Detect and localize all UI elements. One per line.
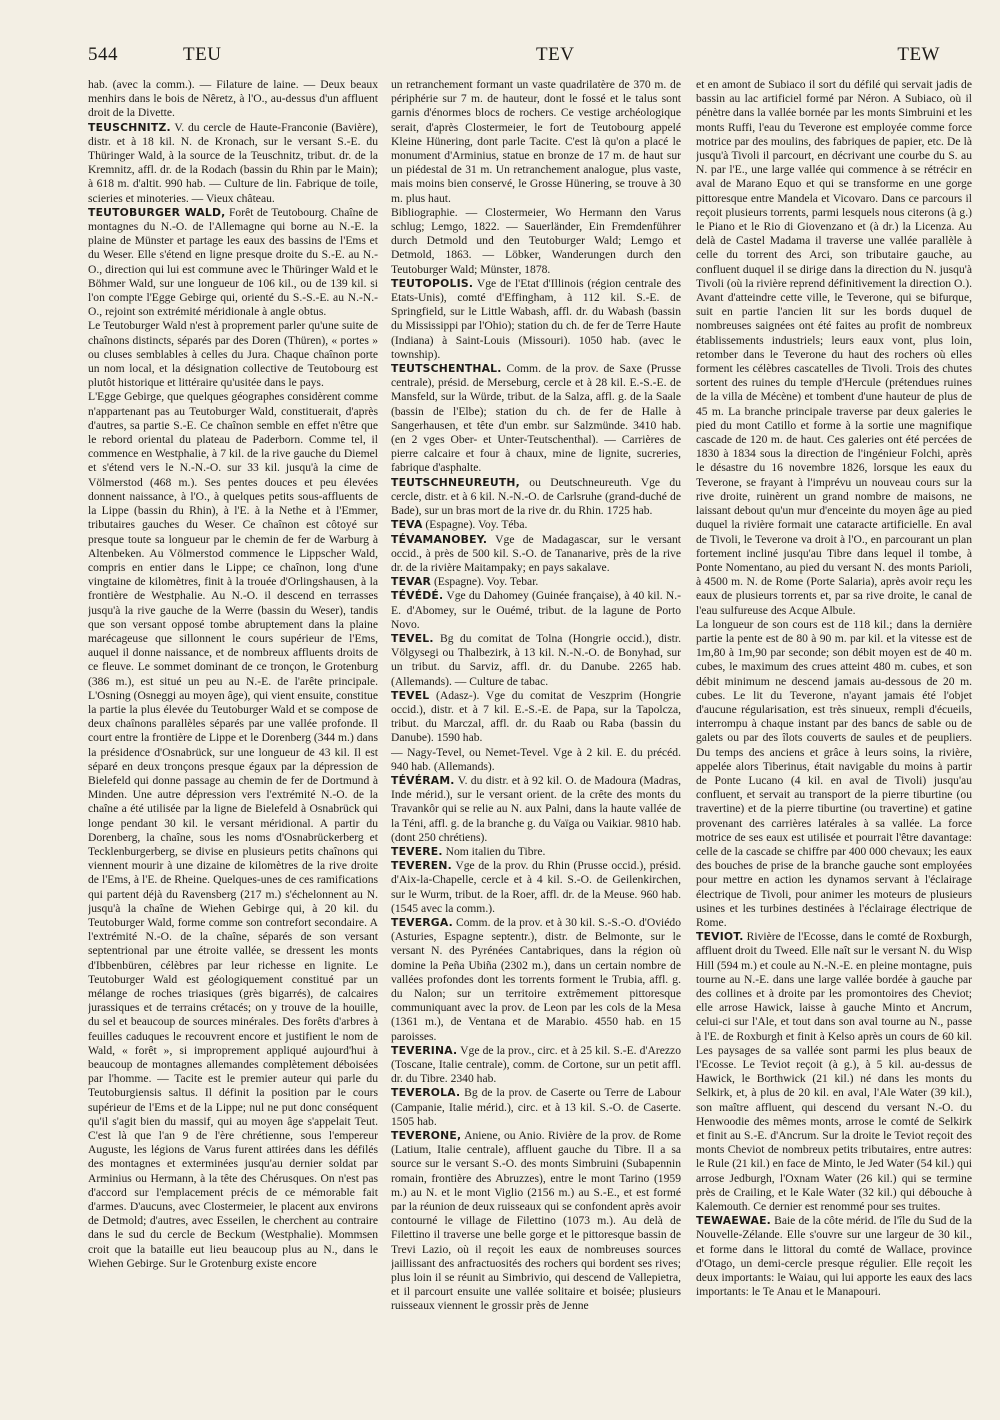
- text-column-2: [391, 78, 681, 1378]
- entry-text: Vge de Madagascar, sur le versant occid., à près de 500 kil. S.-O. de Tananarive, près de la rive dr. de la rivière Maitampaky; en pays sakalave.: [391, 532, 681, 574]
- dictionary-entry: [391, 859, 681, 916]
- dictionary-entry: [391, 774, 681, 845]
- dictionary-entry: [391, 1086, 681, 1129]
- entry-text: et en amont de Subiaco il sort du défilé qui servait jadis de bassin au lac artificiel formé par Néron. A Subiaco, où il pénètre dans la vallée bornée par les monts Simbruini et les monts Ruffi, l'eau du Teverone est employée comme force motrice par des moulins, des fabriques de papier, etc. De là jusqu'à Tivoli il parcourt, en décrivant une courbe du S. au N. par l'E., une large vallée qui commence à se rétrécir en aval de Marano Equo et qui se transforme en une gorge pittoresque entre Mandela et Vicovaro. Dans ce parcours il reçoit plusieurs torrents, parmi lesquels nous citerons (à g.) le Piano et le Rio di Giovenzano et (à dr.) la Licenza. Au delà de Castel Madama il traverse une vallée parallèle à celle du torrent des Arci, son tributaire gauche, au confluent duquel il se dirige dans la direction du N. jusqu'à Tivoli (où la rivière reprend définitivement la direction O.). Avant d'atteindre cette ville, le Teverone, qui se bifurque, suit en partie l'ancien lit sur les bords duquel de nombreuses saignées ont été faites au profit de nombreux établissements industriels; leurs eaux vont, plus loin, retomber dans le Teverone du haut des rochers où elles forment les célèbres cascatelles de Tivoli. Trois des chutes sortent des ruines du temple d'Hercule (prétendues ruines de la villa de Mécène) et tombent d'une hauteur de plus de 45 m. La branche principale traverse par deux galeries le pied du mont Catillo et forme à la sortie une magnifique cascade de 120 m. de haut. Ces galeries ont été percées de 1830 à 1834 sous la direction de l'ingénieur Folchi, après le désastre du 16 novembre 1826, lorsque les eaux du Teverone, se frayant à l'imprévu un nouveau cours sur la rive droite, ruinèrent un grand nombre de maisons, ne laissant debout qu'un mur d'enceinte du moyen âge au pied duquel la rivière formait une cataracte artificielle. En aval de Tivoli, le Teverone va droit à l'O., en parcourant un plan fortement incliné jusqu'au Tibre dans lequel il tombe, à Ponte Nomentano, au pied du versant N. des monts Parioli, à 4500 m. N. de Rome (Porte Salaria), après avoir reçu les eaux de plusieurs torrents et, par sa rive droite, le canal de l'eau sulfureuse des Acque Albule.: [696, 78, 972, 617]
- header-center-guide-word: TEV: [536, 44, 575, 65]
- dictionary-entry: [391, 533, 681, 576]
- entry-text: hab. (avec la comm.). — Filature de laine. — Deux beaux menhirs dans le bois de Nêretz, à l'O., au-dessus d'un affluent droit de la Divette.: [88, 78, 378, 120]
- dictionary-entry: [391, 589, 681, 632]
- dictionary-entry: [88, 390, 378, 1271]
- entry-text: — Nagy-Tevel, ou Nemet-Tevel. Vge à 2 kil. E. du précéd. 940 hab. (Allemands).: [391, 745, 681, 773]
- dictionary-entry: [391, 78, 681, 206]
- dictionary-entry: [391, 632, 681, 689]
- dictionary-entry: [696, 618, 972, 930]
- dictionary-entry: [391, 476, 681, 519]
- dictionary-entry: [391, 746, 681, 774]
- entry-headword: TEVEL.: [391, 631, 434, 645]
- dictionary-entry: [696, 930, 972, 1214]
- header-right-guide-word: TEW: [897, 44, 940, 65]
- entry-text: Forêt de Teutobourg. Chaîne de montagnes du N.-O. de l'Allemagne qui borne au N.-E. la plaine de Münster et partage les eaux des bassins de l'Ems et du Weser. Elle s'étend en ligne presque droite du S.-E. au N.-O., direction qui lui est commune avec le Thüringer Wald et le Böhmer Wald, sur une longueur de 106 kil., ou de 139 kil. si l'on compte l'Egge Gebirge qui, orienté du S.-S.-E. au N.-N.-O., rejoint son extrémité méridionale à angle obtus.: [88, 205, 378, 319]
- entry-text: Rivière de l'Ecosse, dans le comté de Roxburgh, affluent droit du Tweed. Elle naît sur le versant N. du Wisp Hill (594 m.) et coule au N.-N.-E. en pleine montagne, puis tourne au N.-E. dans une large vallée bordée à gauche par des collines et à droite par les promontoires des Cheviot; elle arrose Hawick, laisse à gauche Minto et Ancrum, celui-ci sur l'Ale, et tout dans son aval tourne au N., passe à l'E. de Roxburgh et finit à Kelso après un cours de 60 kil. Les paysages de sa vallée sont parmi les plus beaux de l'Ecosse. Le Teviot reçoit (à g.), à 5 kil. au-dessus de Hawick, le Borthwick (21 kil.) né dans les monts du Selkirk, et, à plus de 20 kil. en aval, l'Ale Water (39 kil.), son maître affluent, qui descend du versant N.-O. du Henwoodie des mêmes monts, arrose le comté de Selkirk et finit au S.-E. d'Ancrum. Sur la droite le Teviot reçoit des monts Cheviot de nombreux petits tributaires, entre autres: le Rule (21 kil.) en face de Minto, le Jed Water (54 kil.) qui arrose Jedburgh, l'Oxnam Water (26 kil.) qui se termine près de Crailing, et le Kale Water (32 kil.) qui débouche à Kalemouth. Ce dernier est renommé pour ses truites.: [696, 930, 972, 1214]
- entry-text: Comm. de la prov. de Saxe (Prusse centrale), présid. de Merseburg, cercle et à 28 kil. E.-S.-E. de Mansfeld, sur la Würde, tribut. de la Salza, affl. g. de la Saale (bassin de l'Elbe); station du ch. de fer de Halle à Sangerhausen, et tête d'un embr. sur Salzmünde. 3410 hab. (en 2 vges Ober- et Unter-Teutschenthal). — Carrières de pierre calcaire et four à chaux, mine de lignite, sucreries, fabrique d'asphalte.: [391, 362, 681, 475]
- entry-headword: TÉVÉDÉ.: [391, 589, 444, 603]
- entry-headword: TEVERGA.: [391, 915, 453, 929]
- dictionary-entry: [88, 121, 378, 206]
- entry-text: Vge du Dahomey (Guinée française), à 40 kil. N.-E. d'Abomey, sur le Ouémé, tribut. de la lagune de Porto Novo.: [391, 589, 681, 631]
- entry-headword: TEUTOBURGER WALD,: [88, 205, 226, 219]
- entry-text: La longueur de son cours est de 118 kil.; dans la dernière partie la pente est de 80 à 90 m. par kil. et la vitesse est de 1m,80 à 1m,90 par seconde; son débit moyen est de 40 m. cubes, le maximum des crues atteint 480 m. cubes, et son débit minimum ne descend jamais au-dessous de 20 m. cubes. Le lit du Teverone, n'ayant jamais été l'objet d'aucune régularisation, est très sinueux, rempli d'écueils, interrompu à chaque instant par des bancs de sable ou de galets ou par des îlots couverts de saules et de peupliers. Du temps des anciens et grâce à leurs soins, la rivière, appelée alors Tiberinus, était navigable du moins à partir de Ponte Lucano (4 kil. en aval de Tivoli) jusqu'au confluent, et servait au transport de la pierre tiburtine (ou travertine) et de la pierre tiburtine (ou travertine) et gatine provenant des carrières latérales à sa vallée. La force motrice de ses eaux est utilisée et pourrait l'être davantage: celle de la cascade se chiffre par 400 000 chevaux; les eaux des bouches de prise de la branche gauche sont employées pour mettre en action les dynamos servant à l'éclairage électrique de Tivoli, pour animer les moteurs de plusieurs usines et les turbines destinées à l'éclairage électrique de Rome.: [696, 617, 972, 929]
- entry-headword: TEUTSCHNEUREUTH,: [391, 475, 520, 489]
- entry-headword: TÉVÉRAM.: [391, 773, 455, 787]
- entry-headword: TEVAR: [391, 575, 432, 589]
- dictionary-entry: [391, 362, 681, 476]
- header-left-guide-word: TEU: [183, 44, 222, 65]
- entry-headword: TEVERONE,: [391, 1129, 462, 1143]
- dictionary-entry: [391, 1129, 681, 1314]
- entry-headword: TEWAEWAE.: [696, 1214, 771, 1228]
- dictionary-entry: [391, 277, 681, 362]
- entry-text: Vge de l'Etat d'Illinois (région centrale des Etats-Unis), comté d'Effingham, à 112 kil. S.-E. de Springfield, sur le Little Wabash, affl. dr. du Wabash (bassin du Mississippi par l'Ohio); station du ch. de fer de Terre Haute (Indiana) à Saint-Louis (Missouri). 1050 hab. (avec le township).: [391, 276, 681, 361]
- entry-headword: TEVERINA.: [391, 1043, 458, 1057]
- entry-text: Comm. de la prov. et à 30 kil. S.-S.-O. d'Oviédo (Asturies, Espagne septentr.), distr. de Belmonte, sur le versant N. des Pyrénées Cantabriques, dans la région où domine la Peña Ubiña (2302 m.), dans un certain nombre de vallées profondes dont les torrents forment le Trubia, affl. g. du Nalon; sur un territoire extrêmement pittoresque communiquant avec la prov. de Leon par les cols de la Mesa (1361 m.), de Ventana et de Marabio. 4550 hab. en 15 paroisses.: [391, 915, 681, 1043]
- entry-text: V. du cercle de Haute-Franconie (Bavière), distr. et à 18 kil. N. de Kronach, sur le versant S.-E. du Thüringer Wald, à la source de la Teuschnitz, tribut. dr. de la Kremnitz, affl. dr. de la Rodach (bassin du Rhin par le Main); à 618 m. d'altit. 990 hab. — Culture de lin. Fabrique de toile, scieries et minoteries. — Vieux château.: [88, 120, 378, 205]
- entry-text: Bg de la prov. de Caserte ou Terre de Labour (Campanie, Italie mérid.), circ. et à 13 kil. S.-O. de Caserte. 1505 hab.: [391, 1086, 681, 1128]
- entry-text: Vge de la prov. du Rhin (Prusse occid.), présid. d'Aix-la-Chapelle, cercle et à 4 kil. S.-O. de Geilenkirchen, sur le Wurm, tribut. de la Roer, affl. dr. de la Meuse. 960 hab. (1545 avec la comm.).: [391, 859, 681, 915]
- text-column-3: [696, 78, 972, 1378]
- running-header: [88, 44, 940, 70]
- entry-headword: TEVEREN.: [391, 859, 452, 873]
- dictionary-entry: [391, 575, 681, 589]
- dictionary-entry: [696, 1214, 972, 1299]
- dictionary-entry: [88, 319, 378, 390]
- entry-text: (Espagne). Voy. Téba.: [422, 518, 528, 532]
- entry-text: Bg du comitat de Tolna (Hongrie occid.), distr. Völgysegi ou Thalbezirk, à 13 kil. N.-N.-O. de Bonyhad, sur un tribut. du Sarviz, affl. dr. du Danube. 2265 hab. (Allemands). — Culture de tabac.: [391, 631, 681, 688]
- entry-text: V. du distr. et à 92 kil. O. de Madoura (Madras, Inde mérid.), sur le versant orient. de la crête des monts du Travankôr qui se relie au N. aux Palni, dans la haute vallée de la Téni, affl. g. de la branche g. du Vaïga ou Vaikiar. 9810 hab. (dont 250 chrétiens).: [391, 773, 681, 844]
- entry-text: ou Deutschneureuth. Vge du cercle, distr. et à 6 kil. N.-N.-O. de Carlsruhe (grand-duché de Bade), sur un bras mort de la rive dr. du Rhin. 1725 hab.: [391, 475, 681, 518]
- entry-headword: TEVEROLA.: [391, 1086, 461, 1100]
- entry-text: (Adasz-). Vge du comitat de Veszprim (Hongrie occid.), distr. et à 7 kil. E.-S.-E. de Papa, sur la Tapolcza, tribut. du Marczal, affl. dr. du Raab ou Raba (bassin du Danube). 1590 hab.: [391, 688, 681, 745]
- entry-text: Bibliographie. — Clostermeier, Wo Hermann den Varus schlug; Lemgo, 1822. — Sauerländer, Ein Fremdenführer durch Detmold und den Teutoburger Wald; Lemgo et Detmold, 1863. — Löbker, Wanderungen durch den Teutoburger Wald; Münster, 1878.: [391, 205, 681, 276]
- entry-headword: TEUTOPOLIS.: [391, 276, 474, 290]
- text-column-1: [88, 78, 378, 1378]
- entry-headword: TEVIOT.: [696, 930, 744, 944]
- entry-headword: TEVEL: [391, 688, 430, 702]
- entry-headword: TEVA: [391, 518, 423, 532]
- entry-text: un retranchement formant un vaste quadrilatère de 370 m. de périphérie sur 7 m. de hauteur, dont le fossé et le talus sont garnis d'énormes blocs de rochers. Ce vestige archéologique serait, d'après Clostermeier, le fort de Teutobourg appelé Kleine Hünering, dont parle Tacite. C'est là qu'on a placé le monument d'Arminius, statue en bronze de 17 m. de haut sur un piédestal de 31 m. Un retranchement analogue, plus vaste, mais moins bien conservé, le Grosse Hünering, se trouve à 30 m. plus haut.: [391, 78, 681, 205]
- dictionary-entry: [391, 206, 681, 277]
- dictionary-entry: [391, 845, 681, 859]
- entry-text: Aniene, ou Anio. Rivière de la prov. de Rome (Latium, Italie centrale), affluent gauche du Tibre. Il a sa source sur le versant S.-O. des monts Simbruini (Subapennin romain, frontière des Abruzzes), entre le mont Tarino (1959 m.) au N. et le mont Viglio (2156 m.) au S.-E., et est formé par la réunion de deux ruisseaux qui se confondent après avoir contourné le village de Filettino (1073 m.). Au delà de Filettino il traverse une belle gorge et le pittoresque bassin de Trevi Lazio, où il reçoit les eaux de nombreuses sources jaillissant des anfractuosités des rochers qui bordent ses rives; plus loin il se réunit au Simbrivio, qui descend de Vallepietra, et il parcourt ensuite une vallée solitaire et boisée; plusieurs ruisseaux viennent le grossir près de Jenne: [391, 1129, 681, 1313]
- dictionary-entry: [391, 518, 681, 532]
- entry-headword: TEUTSCHENTHAL.: [391, 362, 502, 376]
- dictionary-entry: [391, 916, 681, 1044]
- entry-text: Baie de la côte mérid. de l'île du Sud de la Nouvelle-Zélande. Elle s'ouvre sur une largeur de 30 kil., et forme dans le littoral du comté de Wallace, province d'Otago, un demi-cercle presque régulier. Elle reçoit les deux importants: le Waiau, qui lui apporte les eaux des lacs importants: le Te Anau et le Manapouri.: [696, 1214, 972, 1299]
- entry-headword: TEUSCHNITZ.: [88, 120, 171, 134]
- entry-headword: TEVERE.: [391, 844, 443, 858]
- dictionary-entry: [88, 78, 378, 121]
- entry-text: (Espagne). Voy. Tebar.: [431, 575, 539, 589]
- entry-text: L'Egge Gebirge, que quelques géographes considèrent comme n'appartenant pas au Teutoburger Wald, constituerait, d'après d'autres, sa partie S.-E. Ce chaînon semble en effet n'être que le rebord oriental du plateau de Paderborn. Comme tel, il commence en Westphalie, à 7 kil. de la rive gauche du Diemel et s'étend vers le N.-N.-O. sur 33 kil. jusqu'à la cime de Völmerstod (468 m.). Ses pentes douces et peu élevées donnent naissance, à l'O., à quelques petits sous-affluents de la Lippe (bassin du Rhin), à l'E. à la Nethe et à l'Emmer, tributaires gauches du Weser. Ce chaînon est côtoyé sur presque toute sa longueur par le chemin de fer de Warburg à Altenbeken. Au Völmerstod commence le Lippscher Wald, compris en entier dans le Lippe; ce chaînon, long d'une vingtaine de kilomètres, finit à la trouée d'Orlingshausen, à la frontière de Westphalie. Au N.-O. il descend en terrasses jusqu'à la rive gauche de la Werre (bassin du Weser), tandis que son versant opposé tombe abruptement dans la plaine marécageuse que sillonnent le cours supérieur de l'Ems, auquel il donne naissance, et de nombreux affluents droits de ce fleuve. Le sommet dominant de ce tronçon, le Grotenburg (386 m.), est situé un peu au N.-E. de l'arête principale. L'Osning (Osneggi au moyen âge), qui vient ensuite, constitue la partie la plus élevée du Teutoburger Wald et se compose de deux chaînons parallèles séparés par une vallée profonde. Il court entre la frontière de Lippe et le Dorenberg (344 m.) dans la présidence d'Osnabrück, sur une longueur de 43 kil. Il est séparé en deux tronçons presque égaux par la dépression de Bielefeld qui donne passage au chemin de fer de Dortmund à Minden. Une autre dépression vers l'extrémité N.-O. de la chaîne a été utilisée par la ligne de Bielefeld à Osnabrück qui longe pendant 30 kil. le versant méridional. A partir du Dorenberg, la chaîne, sous les noms d'Osnabrückerberg et Tecklenburgerberg, se divise en plusieurs petits chaînons qui viennent mourir à une dizaine de kilomètres de la rive droite de l'Ems, à l'E. de Rheine. Quelques-unes de ces ramifications qui partent déjà du Ravensberg (217 m.) s'échelonnent au N. jusqu'à la chaîne de Wiehen Gebirge qui, à 20 kil. du Teutoburger Wald, forme comme son contrefort secondaire. A l'extrémité N.-O. de la chaîne, séparés de son versant septentrional par une étroite vallée, se dressent les monts d'Ibbenbüren, célèbres par leur richesse en lignite. Le Teutoburger Wald est géologiquement constitué par un mélange de roches triasiques (grès bigarrés), de calcaires jurassiques et de terrains crétacés; on y trouve de la houille, du sel et beaucoup de sources minérales. Des forêts d'arbres à feuilles caduques le recouvrent encore et justifient le nom de Wald, « forêt », si improprement appliqué aujourd'hui à beaucoup de montagnes allemandes complètement déboisées par l'homme. — Tacite est le premier auteur qui parle du Teutoburgiensis saltus. Il définit la position par le cours supérieur de l'Ems et de la Lippe; nul ne put donc conséquent qu'il s'agit bien du massif, qui au moyen âge s'appelait Teut. C'est là que l'an 9 de l'ère chrétienne, sous l'empereur Auguste, les légions de Varus furent attirées dans les défilés des montagnes et exterminées jusqu'au dernier soldat par Arminius ou Hermann, à la tête des Chérusques. On n'est pas d'accord sur l'emplacement précis de ce mémorable fait d'armes. D'aucuns, avec Clostermeier, le placent aux environs de Detmold; d'autres, avec Esseilen, le cherchent au contraire dans le sud du cercle de Beckum (Westphalie). Mommsen croit que la bataille eut lieu beaucoup plus au N., dans le Wiehen Gebirge. Sur le Grotenburg existe encore: [88, 390, 378, 1270]
- dictionary-entry: [88, 206, 378, 320]
- entry-headword: TÉVAMANOBEY.: [391, 532, 488, 546]
- dictionary-entry: [696, 78, 972, 618]
- dictionary-entry: [391, 689, 681, 746]
- page-number: 544: [88, 44, 118, 65]
- entry-text: Nom italien du Tibre.: [442, 844, 546, 858]
- entry-text: Vge de la prov., circ. et à 25 kil. S.-E. d'Arezzo (Toscane, Italie centrale), comm. de Cortone, sur un petit affl. dr. du Tibre. 2340 hab.: [391, 1043, 681, 1086]
- dictionary-entry: [391, 1044, 681, 1087]
- entry-text: Le Teutoburger Wald n'est à proprement parler qu'une suite de chaînons distincts, séparés par des Doren (Thüren), « portes » ou cluses semblables à celles du Jura. Chaque chaînon porte un nom local, et la désignation collective de Teutobourg est plutôt historique et littéraire qu'usitée dans le pays.: [88, 319, 378, 390]
